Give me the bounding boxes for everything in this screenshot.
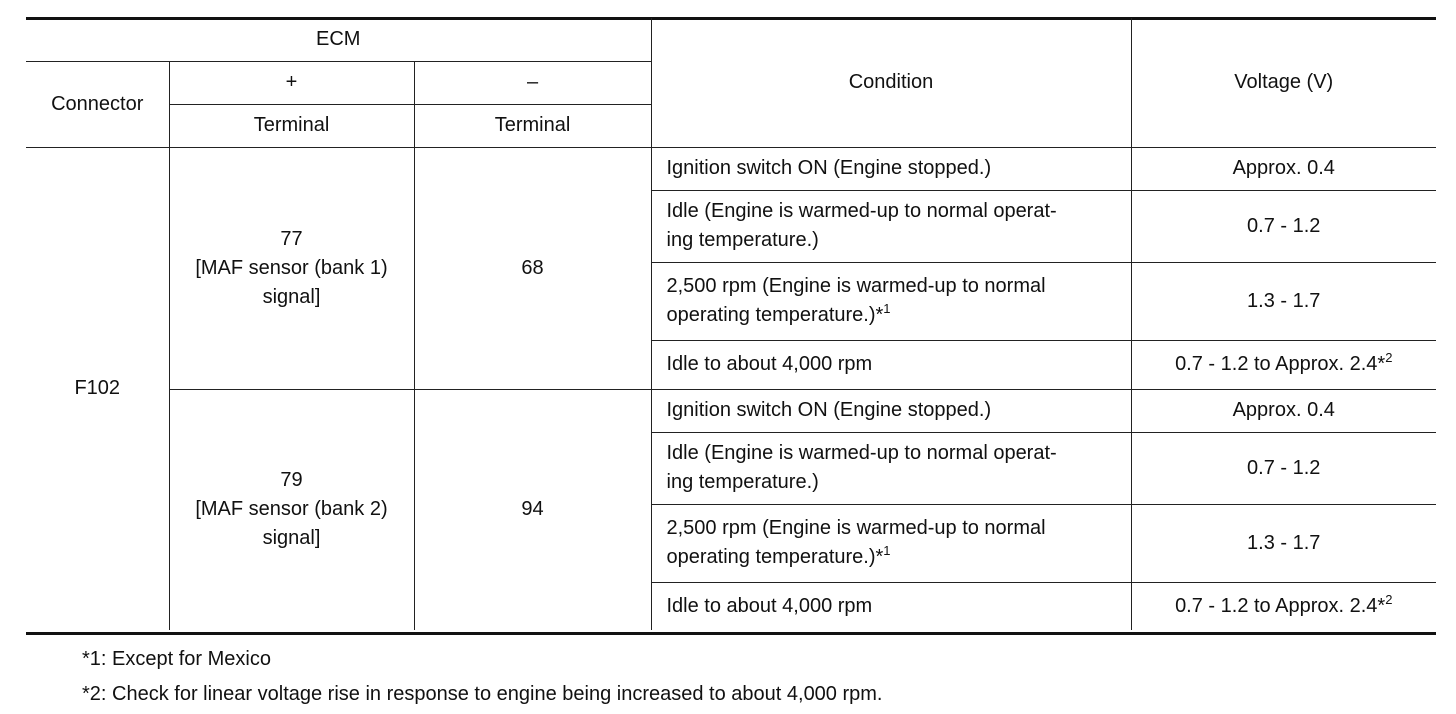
minus-header: – [414,61,651,104]
footnote-2: *2: Check for linear voltage rise in response to engine being increased to about 4,000 rpm. [82,683,883,705]
condition-cell: Idle to about 4,000 rpm [651,582,1131,630]
footnote-mark: 1 [883,301,891,316]
voltage-cell: 0.7 - 1.2 [1131,190,1436,262]
voltage-header: Voltage (V) [1131,18,1436,147]
condition-cell: 2,500 rpm (Engine is warmed-up to normal operating temperature.)*$^1$ [651,504,1131,582]
condition-cell: 2,500 rpm (Engine is warmed-up to normal operating temperature.)*$^1$ [651,262,1131,340]
footnote-mark: 2 [1385,350,1393,365]
voltage-cell: 0.7 - 1.2 to Approx. 2.4*$^2$ [1131,582,1436,630]
connector-value: F102 [26,147,169,630]
voltage-cell: Approx. 0.4 [1131,147,1436,190]
voltage-cell: 0.7 - 1.2 to Approx. 2.4*$^2$ [1131,340,1436,389]
plus-terminal-77 [169,147,414,389]
bottom-rule [26,632,1436,635]
terminal-desc: [MAF sensor (bank 1) [195,256,388,279]
plus-terminal-header: Terminal [169,104,414,147]
condition-cell: Idle to about 4,000 rpm [651,340,1131,389]
plus-terminal-79 [169,389,414,630]
voltage-cell: 1.3 - 1.7 [1131,504,1436,582]
voltage-cell: Approx. 0.4 [1131,389,1436,432]
terminal-number: 79 [280,469,303,492]
minus-terminal-header: Terminal [414,104,651,147]
condition-cell: Ignition switch ON (Engine stopped.) [651,389,1131,432]
footnote-mark: 1 [883,543,891,558]
ecm-terminal-table [26,18,1436,630]
terminal-desc: [MAF sensor (bank 2) [195,498,388,521]
condition-cell: Idle (Engine is warmed-up to normal operat- ing temperature.) [651,432,1131,504]
condition-cell: Idle (Engine is warmed-up to normal operat- ing temperature.) [651,190,1131,262]
footnotes [82,642,883,712]
plus-header: + [169,61,414,104]
ecm-header: ECM [26,18,651,61]
terminal-desc-cont: signal] [262,285,321,308]
terminal-number: 77 [280,227,303,250]
connector-header: Connector [26,61,169,147]
footnote-mark: 2 [1385,591,1393,607]
minus-terminal-68: 68 [414,147,651,389]
terminal-desc-cont: signal] [262,527,321,550]
voltage-cell: 0.7 - 1.2 [1131,432,1436,504]
condition-header: Condition [651,18,1131,147]
footnote-1: *1: Except for Mexico [82,648,271,670]
minus-terminal-94: 94 [414,389,651,630]
condition-cell: Ignition switch ON (Engine stopped.) [651,147,1131,190]
voltage-cell: 1.3 - 1.7 [1131,262,1436,340]
